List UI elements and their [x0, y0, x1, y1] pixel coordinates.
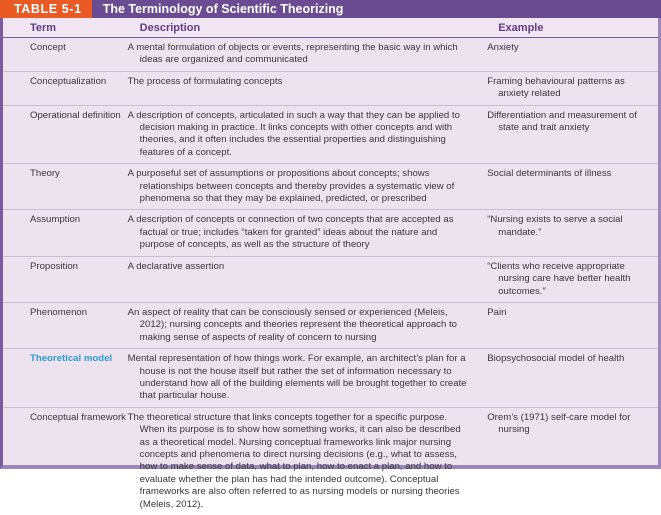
cell-example: Biopsychosocial model of health [487, 353, 625, 365]
cell-term: Concept [30, 42, 66, 53]
table-number-badge: TABLE 5-1 [0, 0, 92, 18]
cell-example: Pain [487, 306, 507, 318]
table-row [3, 38, 658, 72]
table-title: The Terminology of Scientific Theorizing [102, 2, 344, 16]
table-body [3, 38, 658, 515]
cell-example: Anxiety [487, 42, 519, 53]
table-row [3, 210, 658, 256]
table-title-bar [0, 0, 661, 18]
column-header-description: Description [139, 22, 201, 34]
table-row [3, 303, 658, 349]
cell-example: Orem’s (1971) self-care model for nursing [487, 411, 631, 436]
table-row [3, 408, 658, 515]
cell-description: A description of concepts or connection of two concepts that are accepted as factual or true; includes “taken for granted” ideas about the nature and purpose of concepts, as well as the structure of theory [127, 214, 454, 251]
table-row [3, 72, 658, 106]
cell-description: The theoretical structure that links concepts together for a specific purpose. When its purpose is to show how something works, it can also be described as a theoretical model. Nursing conceptual frameworks link major nursing concepts and phenomena to direct nursing decisions (e.g., what to assess, how to make sense of data, what to plan, how to enact a plan, and how to evaluate whether the plan has had the intended outcome). Conceptual frameworks are also often referred to as nursing models or nursing theories (Meleis, 2012). [127, 411, 461, 510]
cell-term: Phenomenon [30, 306, 88, 318]
table-row [3, 164, 658, 210]
cell-description: A mental formulation of objects or events, representing the basic way in which ideas are organized and communicated [127, 42, 458, 66]
cell-term: Conceptualization [30, 75, 107, 87]
table-row [3, 349, 658, 408]
table-row [3, 257, 658, 303]
cell-term: Theory [30, 168, 60, 180]
cell-term: Proposition [30, 260, 78, 272]
cell-description: A declarative assertion [127, 260, 225, 272]
cell-example: Differentiation and measurement of state and trait anxiety [487, 109, 637, 134]
column-header-term: Term [30, 22, 57, 34]
cell-example: “Nursing exists to serve a social mandate.” [487, 214, 623, 238]
cell-description: Mental representation of how things work. For example, an architect’s plan for a house is not the house itself but rather the set of information necessary to understand how all of the building elements will be brought together to create that particular house. [127, 353, 467, 402]
cell-description: An aspect of reality that can be consciously sensed or experienced (Meleis, 2012); nursing concepts and theories represent the theoretical approach to making sense of aspects of reality of concern to nursing [127, 306, 457, 343]
cell-example: “Clients who receive appropriate nursing care have better health outcomes.” [487, 260, 631, 297]
cell-term: Theoretical model [30, 353, 113, 365]
cell-description: The process of formulating concepts [127, 75, 283, 87]
cell-example: Social determinants of illness [487, 168, 612, 180]
table-column-header-row [3, 18, 658, 38]
cell-term: Assumption [30, 214, 81, 226]
cell-term: Conceptual framework [30, 411, 126, 423]
table-row [3, 106, 658, 165]
cell-term: Operational definition [30, 109, 121, 121]
cell-example: Framing behavioural patterns as anxiety related [487, 75, 625, 100]
cell-description: A description of concepts, articulated in such a way that they can be applied to decision making in practice. It links concepts with other concepts and with theories, and it often includes the essential properties and distinguishing features of a concept. [127, 109, 460, 158]
column-header-example: Example [498, 22, 544, 34]
cell-description: A purposeful set of assumptions or propositions about concepts; shows relationships between concepts and thereby provides a systematic view of phenomena so that they may be explained, predicted, or prescribed [127, 168, 455, 205]
